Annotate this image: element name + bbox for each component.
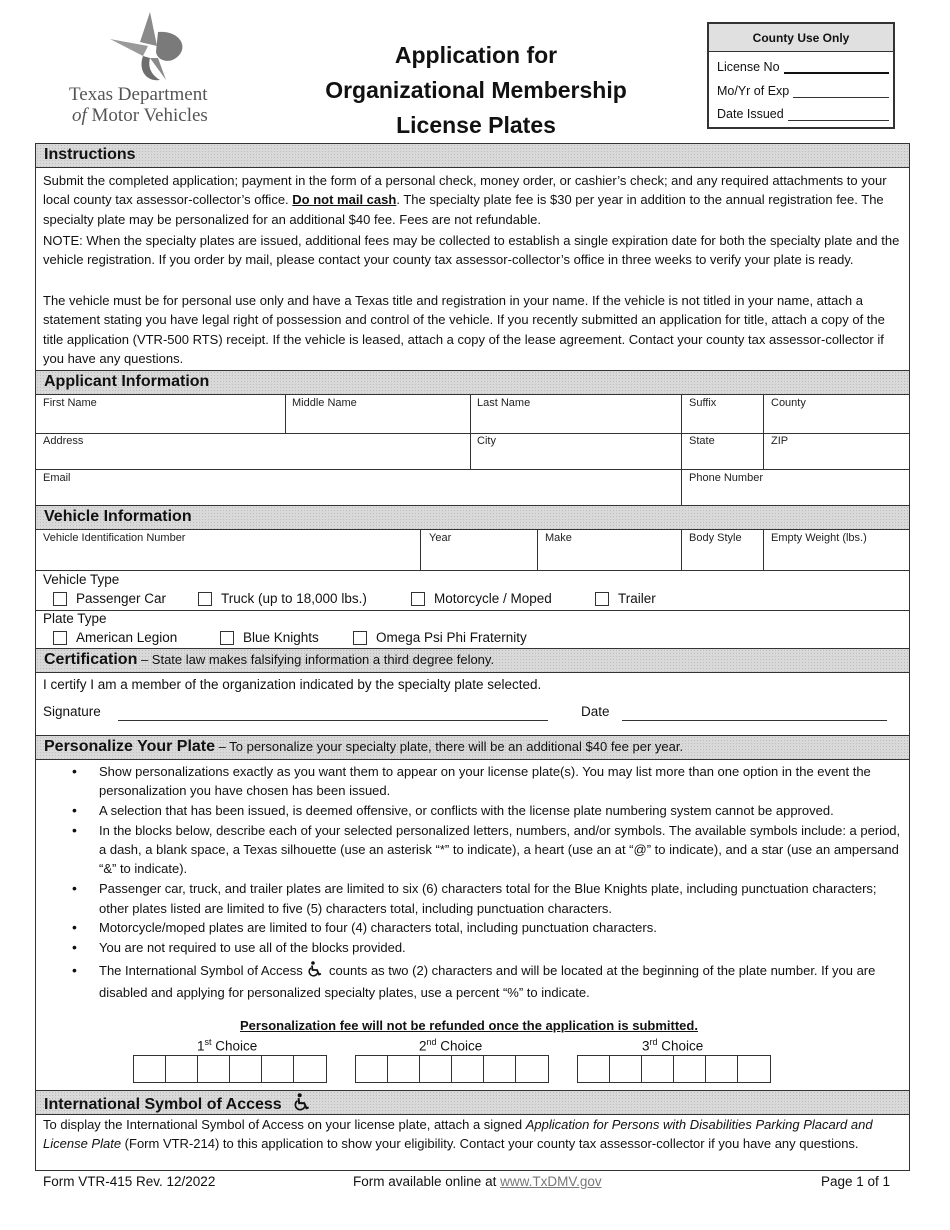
phone-number-field[interactable]: Phone Number	[689, 472, 763, 484]
list-item: • In the blocks below, describe each of your selected personalized letters, numbers, and/or symbols. The available symbols include: a period, a dash, a blank space, a Texas silhouette (use an asterisk “*” to indicate), a heart (use an at “@” to indicate), and a star (use an ampersand “&” to indicate).	[72, 821, 902, 879]
city-field[interactable]: City	[477, 435, 496, 447]
vehicle-type-truck[interactable]: Truck (up to 18,000 lbs.)	[198, 591, 411, 606]
star-logo-icon	[110, 12, 210, 84]
instructions-p2: NOTE: When the specialty plates are issued, additional fees may be collected to establish a single expiration date for both the specialty plate and the vehicle registration. If you order by mail, please contact your county tax assessor-collector’s office in three weeks to verify your plate is ready.	[43, 233, 900, 268]
make-field[interactable]: Make	[545, 532, 572, 544]
vehicle-type-motorcycle[interactable]: Motorcycle / Moped	[411, 591, 595, 606]
date-issued-field[interactable]: Date Issued	[717, 107, 889, 121]
checkbox[interactable]	[595, 592, 609, 606]
date-line[interactable]	[622, 720, 887, 721]
zip-field[interactable]: ZIP	[771, 435, 789, 447]
checkbox[interactable]	[53, 631, 67, 645]
license-no-field[interactable]: License No	[717, 60, 889, 74]
certification-band	[35, 648, 910, 673]
list-item: • Show personalizations exactly as you want them to appear on your license plate(s). You may list more than one option in the event the personalization you have chosen has been issued.	[72, 762, 902, 801]
list-item: • Passenger car, truck, and trailer plates are limited to six (6) characters total for the Blue Knights plate, including punctuation characters; other plates listed are limited to five (5) characters total, including punctuation characters.	[72, 879, 902, 918]
instructions-p3: The vehicle must be for personal use only and have a Texas title and registration in your name. If the vehicle is not titled in your name, attach a statement stating you have legal right of possession and control of the vehicle. If you recently submitted an application for title, attach a copy of the title application (VTR-500 RTS) receipt. If the vehicle is leased, attach a copy of the lease agreement. Contact your county tax assessor-collector if you have any questions.	[43, 293, 885, 366]
instructions-band	[35, 143, 910, 168]
mo-yr-exp-field[interactable]: Mo/Yr of Exp	[717, 84, 889, 98]
email-field[interactable]: Email	[43, 472, 71, 484]
list-item: • A selection that has been issued, is deemed offensive, or conflicts with the license plate numbering system cannot be approved.	[72, 801, 902, 820]
empty-weight-field[interactable]: Empty Weight (lbs.)	[771, 532, 867, 544]
txdmv-link[interactable]: www.TxDMV.gov	[500, 1174, 602, 1189]
vin-field[interactable]: Vehicle Identification Number	[43, 532, 186, 544]
county-use-only-box	[707, 22, 895, 129]
form-id: Form VTR-415 Rev. 12/2022	[43, 1174, 216, 1189]
year-field[interactable]: Year	[429, 532, 452, 544]
agency-name-line1: Texas Department	[69, 84, 208, 105]
list-item: • You are not required to use all of the blocks provided.	[72, 938, 902, 957]
county-use-heading: County Use Only	[709, 24, 893, 52]
plate-type-american-legion[interactable]: American Legion	[53, 630, 220, 645]
refund-notice: Personalization fee will not be refunded once the application is submitted.	[240, 1018, 698, 1033]
certification-heading: Certification – State law makes falsifying information a third degree felony.	[44, 651, 495, 668]
suffix-field[interactable]: Suffix	[689, 397, 717, 409]
applicant-band	[35, 370, 910, 395]
online-availability: Form available online at www.TxDMV.gov	[353, 1174, 602, 1189]
vehicle-type-label: Vehicle Type	[43, 572, 120, 587]
instructions-p1: Submit the completed application; payment in the form of a personal check, money order, or cashier’s check; and any required attachments to your local county tax assessor-collector’s office. Do not mail cash. The specialty plate fee is $30 per year in addition to the annual registration fee. The specialty plate may be personalized for an additional $40 fee. Fees are not refundable.	[43, 173, 887, 227]
body-style-field[interactable]: Body Style	[689, 532, 742, 544]
txdmv-logo	[62, 12, 252, 130]
plate-type-blue-knights[interactable]: Blue Knights	[220, 630, 353, 645]
address-field[interactable]: Address	[43, 435, 84, 447]
vehicle-type-options	[53, 591, 656, 606]
middle-name-field[interactable]: Middle Name	[292, 397, 357, 409]
isa-band	[35, 1090, 910, 1115]
checkbox[interactable]	[198, 592, 212, 606]
choice3-label: 3rd Choice	[642, 1037, 704, 1054]
vehicle-type-passenger-car[interactable]: Passenger Car	[53, 591, 198, 606]
choice3-character-blocks[interactable]	[577, 1055, 771, 1083]
choice1-label: 1st Choice	[197, 1037, 258, 1054]
plate-type-omega-psi-phi[interactable]: Omega Psi Phi Fraternity	[353, 630, 527, 645]
instructions-heading: Instructions	[44, 146, 136, 163]
state-field[interactable]: State	[689, 435, 715, 447]
personalize-band	[35, 735, 910, 760]
checkbox[interactable]	[353, 631, 367, 645]
wheelchair-icon	[308, 961, 323, 982]
first-name-field[interactable]: First Name	[43, 397, 97, 409]
wheelchair-icon	[294, 1093, 311, 1116]
list-item: • Motorcycle/moped plates are limited to four (4) characters total, including punctuation characters.	[72, 918, 902, 937]
agency-name-line2: of Motor Vehicles	[72, 105, 208, 126]
vehicle-band	[35, 505, 910, 530]
choice2-character-blocks[interactable]	[355, 1055, 549, 1083]
choice1-character-blocks[interactable]	[133, 1055, 327, 1083]
plate-type-label: Plate Type	[43, 611, 107, 626]
choice2-label: 2nd Choice	[419, 1037, 483, 1054]
last-name-field[interactable]: Last Name	[477, 397, 531, 409]
plate-type-options	[53, 630, 527, 645]
vehicle-heading: Vehicle Information	[44, 508, 192, 525]
checkbox[interactable]	[220, 631, 234, 645]
applicant-heading: Applicant Information	[44, 373, 210, 390]
personalize-rules-list	[72, 762, 902, 1003]
date-label: Date	[581, 704, 610, 719]
isa-text: To display the International Symbol of Access on your license plate, attach a signed Application for Persons with Disabilities Parking Placard and License Plate (Form VTR-214) to this application to show your eligibility. Contact your county tax assessor-collector if you have any questions.	[43, 1117, 873, 1152]
isa-heading: International Symbol of Access	[44, 1093, 313, 1116]
county-field[interactable]: County	[771, 397, 806, 409]
checkbox[interactable]	[411, 592, 425, 606]
signature-label: Signature	[43, 704, 101, 719]
certification-statement: I certify I am a member of the organization indicated by the specialty plate selected.	[43, 677, 542, 692]
form-title: Application for Organizational Membership License Plates	[325, 42, 627, 138]
vehicle-type-trailer[interactable]: Trailer	[595, 591, 656, 606]
signature-line[interactable]	[118, 720, 548, 721]
checkbox[interactable]	[53, 592, 67, 606]
page-number: Page 1 of 1	[821, 1174, 891, 1189]
personalize-heading: Personalize Your Plate – To personalize your specialty plate, there will be an additional $40 fee per year.	[44, 738, 684, 755]
list-item: • The International Symbol of Access counts as two (2) characters and will be located at the beginning of the plate number. If you are disabled and applying for personalized specialty plates, use a percent “%” to indicate.	[72, 961, 902, 1002]
